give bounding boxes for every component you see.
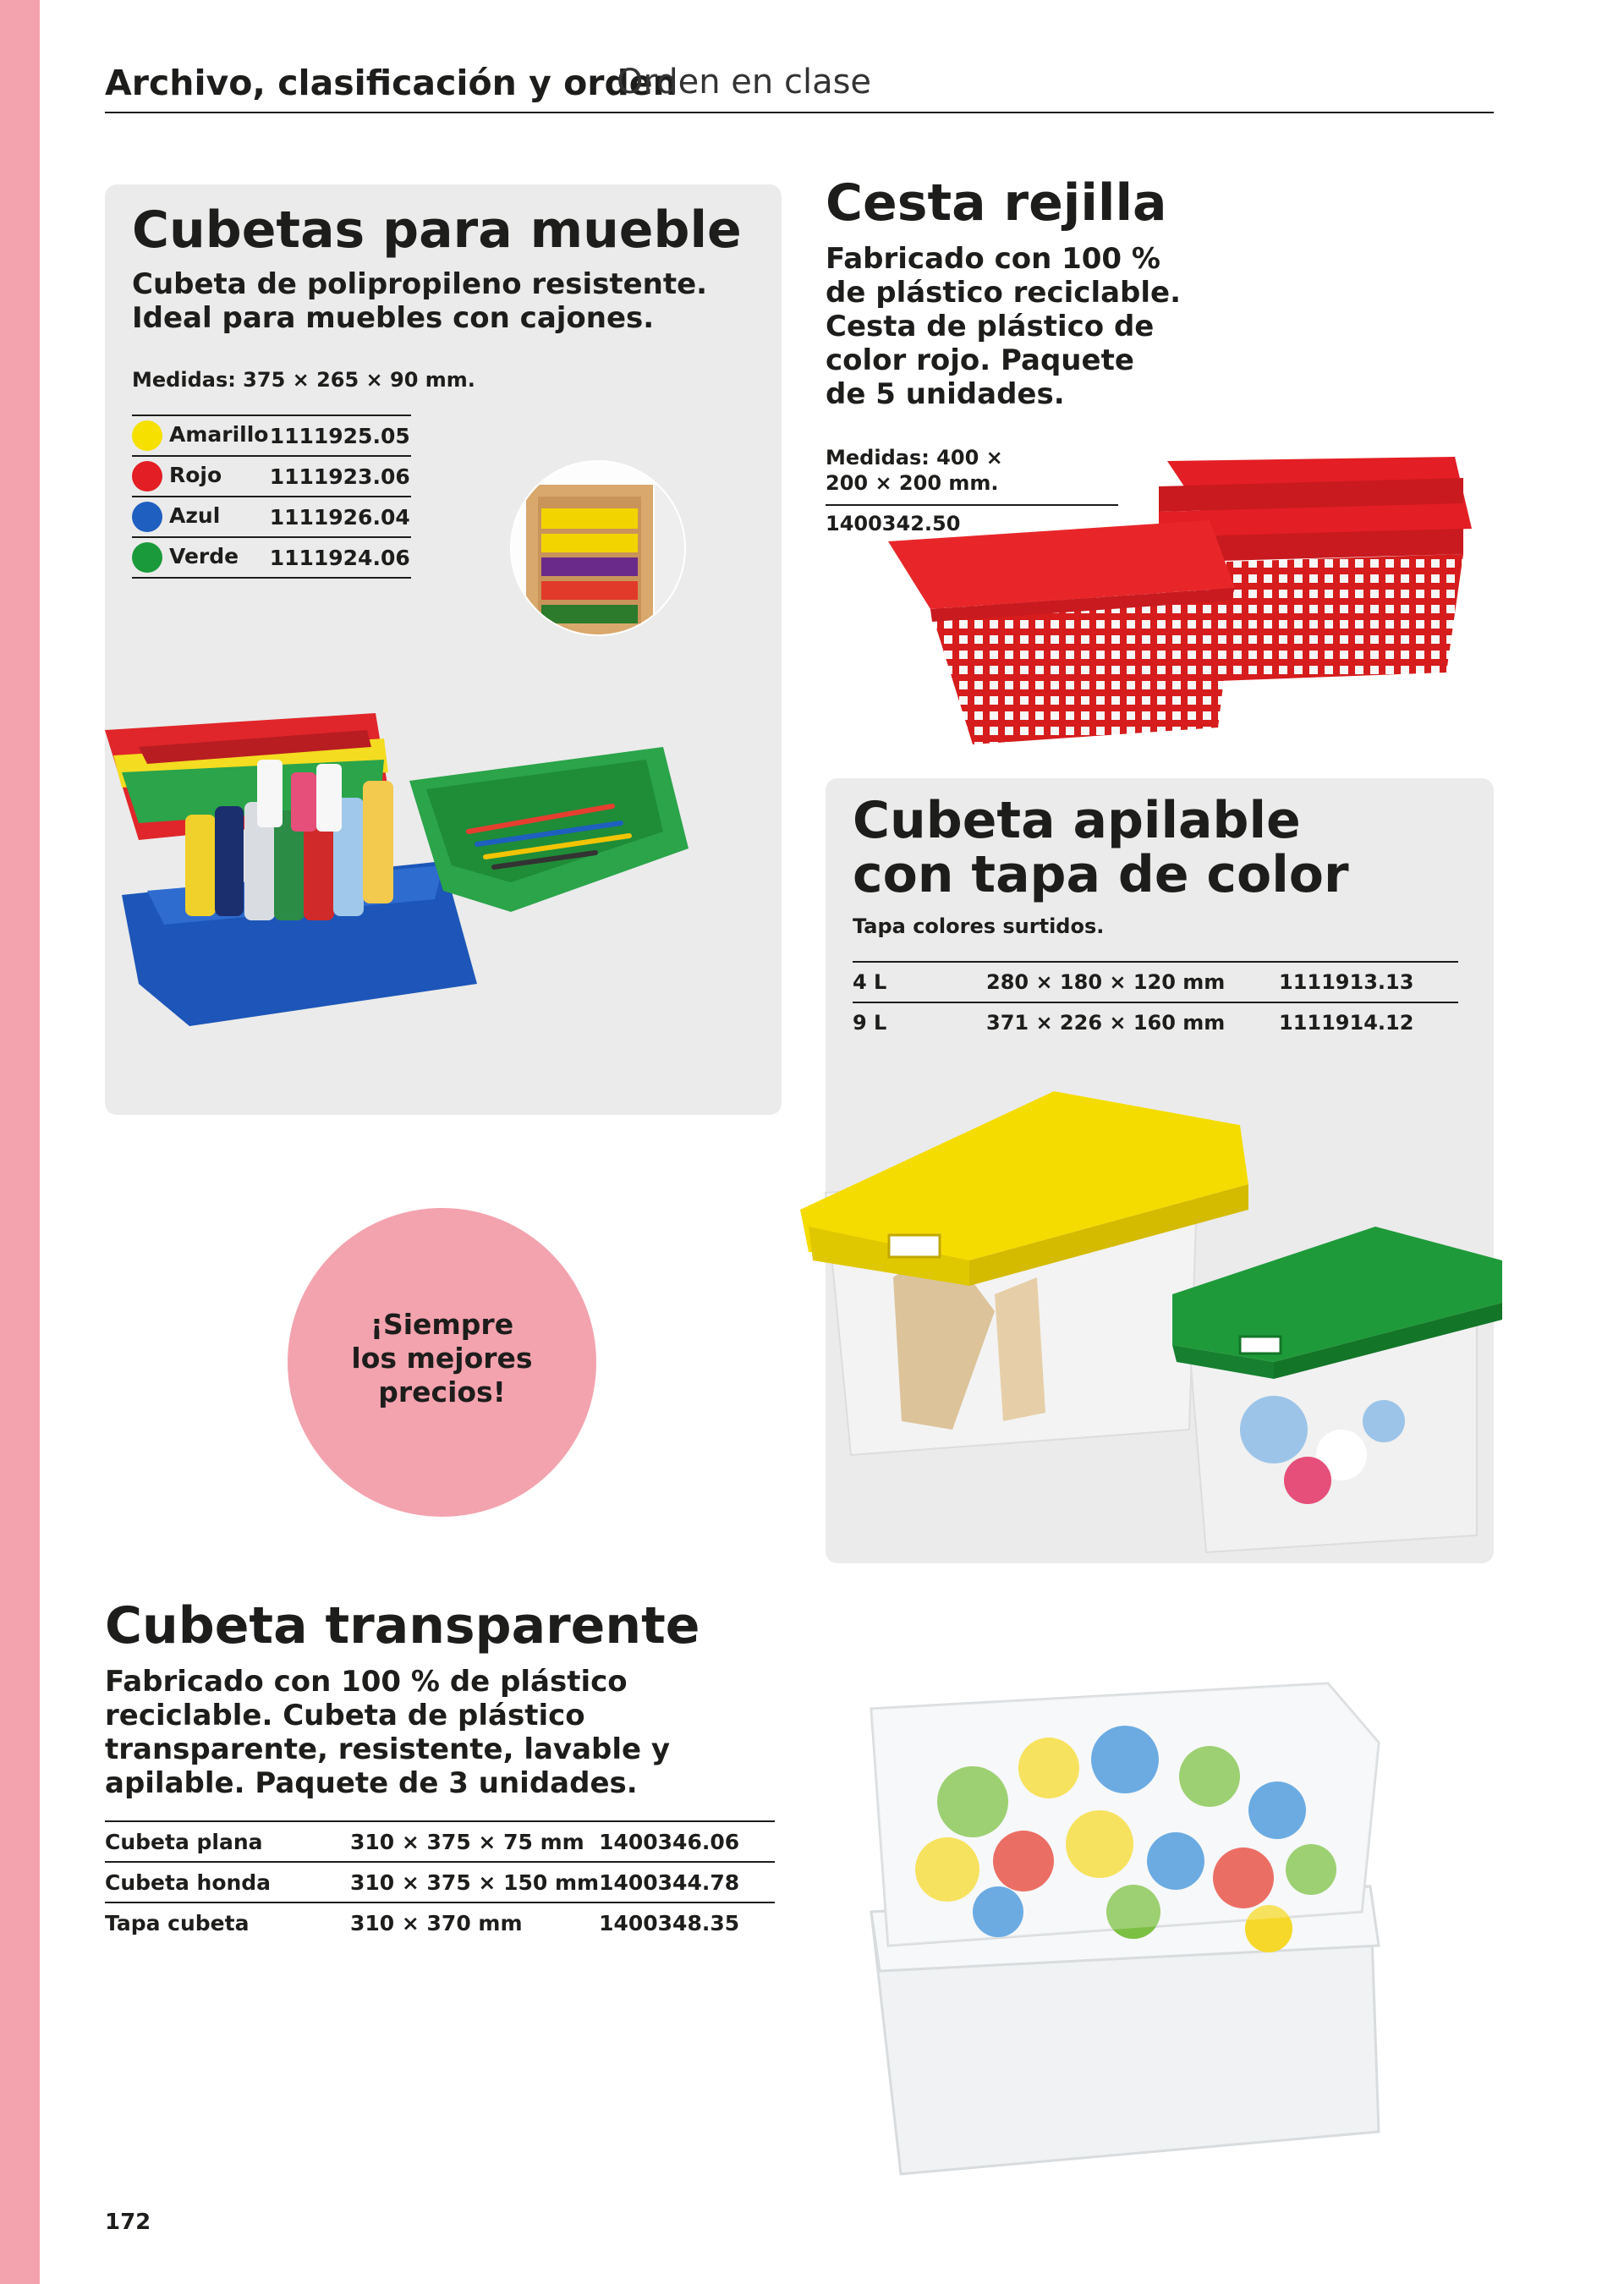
lidded-boxes-image — [800, 1091, 1502, 1565]
product-title-cesta: Cesta rejilla — [826, 173, 1167, 233]
size-code-table — [853, 961, 1458, 1042]
color-swatch — [132, 502, 162, 532]
header-subsection: Orden en clase — [617, 63, 872, 102]
product-description-transparente: Fabricado con 100 % de plástico reciclable. Cubeta de plástico transparente, resistente, lavable y apilable. Paquete de 3 unidades. — [105, 1665, 671, 1800]
page-number: 172 — [105, 2210, 151, 2235]
product-title: Cubetas para mueble — [132, 200, 742, 260]
table-row: Rojo 1111923.06 — [132, 456, 411, 497]
product-description-cesta: Fabricado con 100 % de plástico reciclable. Cesta de plástico de color rojo. Paquete de 5 unidades. — [826, 242, 1182, 411]
table-row: 9 L 371 × 226 × 160 mm 1111914.12 — [853, 1002, 1458, 1042]
red-baskets-image — [880, 419, 1506, 749]
product-title-transparente: Cubeta transparente — [105, 1596, 700, 1655]
transparent-tray-table — [105, 1820, 775, 1942]
header-section-title: Archivo, clasificación y orden — [105, 63, 678, 103]
product-measures-cesta: Medidas: 400 × 200 × 200 mm. — [826, 446, 1003, 495]
table-row: Azul 1111926.04 — [132, 497, 411, 537]
promo-badge — [288, 1208, 596, 1517]
table-row: Cubeta plana 310 × 375 × 75 mm 1400346.06 — [105, 1821, 775, 1862]
table-row: Verde 1111924.06 — [132, 537, 411, 578]
product-code-cesta: 1400342.50 — [826, 512, 961, 535]
color-swatch — [132, 461, 162, 491]
page-header — [105, 61, 1494, 113]
product-panel-cubeta-apilable — [826, 778, 1494, 1563]
color-swatch — [132, 420, 162, 451]
shelf-unit-image — [509, 459, 687, 637]
table-row: Tapa cubeta 310 × 370 mm 1400348.35 — [105, 1902, 775, 1942]
promo-text: ¡Siempre los mejores precios! — [351, 1308, 533, 1408]
color-swatch — [132, 542, 162, 573]
side-color-strip — [0, 0, 40, 2284]
product-description: Cubeta de polipropileno resistente. Ideal para muebles con cajones. — [132, 267, 708, 335]
product-title: Cubeta apilable con tapa de color — [853, 791, 1349, 904]
table-row: 4 L 280 × 180 × 120 mm 1111913.13 — [853, 962, 1458, 1002]
color-code-table — [132, 415, 411, 579]
transparent-trays-image — [854, 1666, 1396, 2208]
table-row: Cubeta honda 310 × 375 × 150 mm 1400344.78 — [105, 1862, 775, 1902]
product-note: Tapa colores surtidos. — [853, 914, 1105, 938]
product-panel-cubetas-mueble — [105, 184, 782, 1115]
table-row: Amarillo 1111925.05 — [132, 415, 411, 456]
colored-trays-image — [88, 679, 765, 1035]
product-measures: Medidas: 375 × 265 × 90 mm. — [132, 368, 475, 392]
